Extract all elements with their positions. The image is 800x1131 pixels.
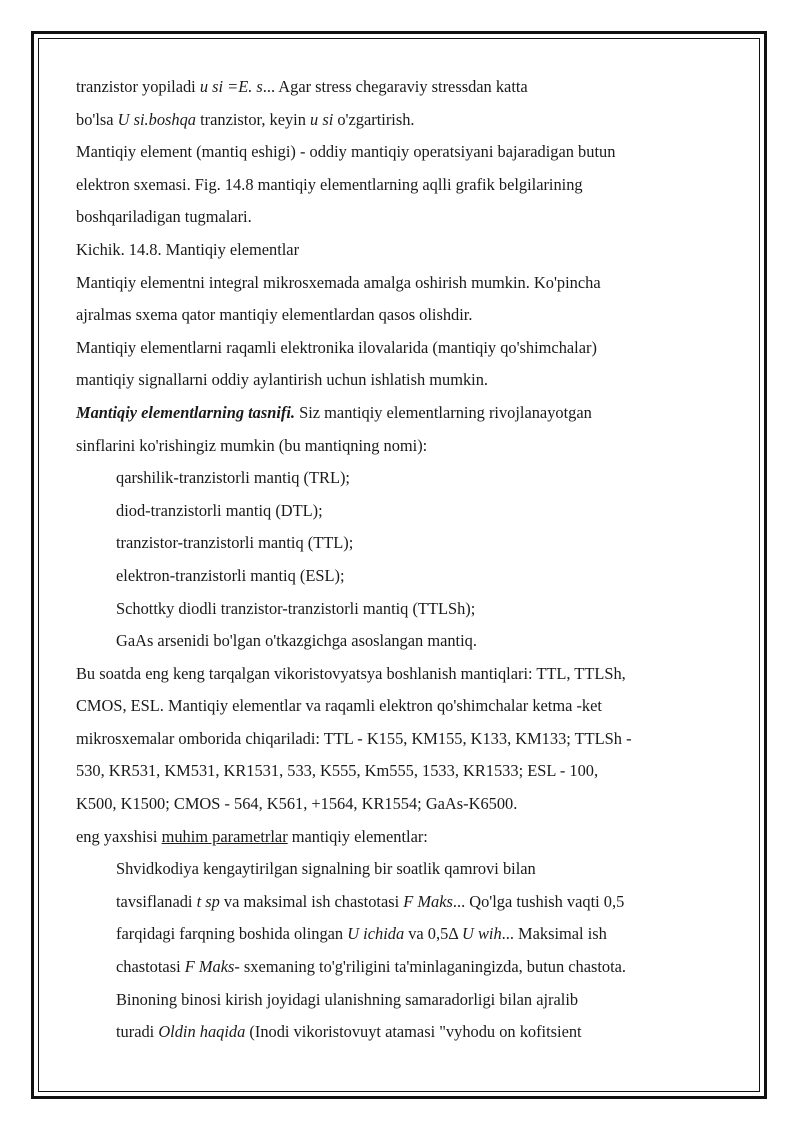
text: eng yaxshisi xyxy=(76,826,162,846)
paragraph-line: mikrosxemalar omborida chiqariladi: TTL - K155, KM155, K133, KM133; TTLSh - xyxy=(76,728,632,748)
text: o'zgartirish. xyxy=(333,109,415,129)
text: ... Agar stress chegaraviy stressdan katta xyxy=(262,77,528,96)
paragraph-line: Mantiqiy elementni integral mikrosxemada amalga oshirish mumkin. Ko'pincha xyxy=(76,272,601,292)
text: ... Qo'lga tushish vaqti 0,5 xyxy=(452,891,625,911)
parameters-link[interactable]: muhim parametrlar xyxy=(161,826,288,846)
list-item: tranzistor-tranzistorli mantiq (TTL); xyxy=(116,533,354,553)
text: turadi xyxy=(116,1022,159,1042)
paragraph-line xyxy=(76,821,726,854)
list-item: qarshilik-tranzistorli mantiq (TRL); xyxy=(116,468,350,488)
paragraph-line: mantiqiy signallarni oddiy aylantirish uchun ishlatish mumkin. xyxy=(76,370,488,390)
text: tavsiflanadi xyxy=(116,891,197,911)
paragraph-line: CMOS, ESL. Mantiqiy elementlar va raqamli elektron qo'shimchalar ketma -ket xyxy=(76,696,602,716)
paragraph-line: elektron sxemasi. Fig. 14.8 mantiqiy elementlarning aqlli grafik belgilarining xyxy=(76,174,583,194)
text: va 0,5Δ xyxy=(404,924,463,944)
paragraph-line: Bu soatda eng keng tarqalgan vikoristovyatsya boshlanish mantiqlari: TTL, TTLSh, xyxy=(76,663,626,683)
text: tranzistor yopiladi xyxy=(76,77,200,96)
paragraph-line: Shvidkodiya kengaytirilgan signalning bir soatlik qamrovi bilan xyxy=(116,859,536,879)
text: Siz mantiqiy elementlarning rivojlanayotgan xyxy=(295,402,592,422)
paragraph-line xyxy=(76,71,726,104)
paragraph-line xyxy=(76,918,726,951)
list-item: elektron-tranzistorli mantiq (ESL); xyxy=(116,565,345,585)
text: tranzistor, keyin xyxy=(195,109,311,129)
paragraph-line xyxy=(76,1016,726,1049)
paragraph-line: K500, K1500; CMOS - 564, K561, +1564, KR1554; GaAs-K6500. xyxy=(76,794,518,814)
text: farqidagi farqning boshida olingan xyxy=(116,924,348,944)
formula-text: t sp xyxy=(196,891,220,911)
text: bo'lsa xyxy=(76,109,118,129)
list-item: diod-tranzistorli mantiq (DTL); xyxy=(116,500,323,520)
text: chastotasi xyxy=(116,957,185,977)
formula-text: u si xyxy=(310,109,334,129)
text: sxemaning to'g'riligini ta'minlaganingizda, butun chastota. xyxy=(239,957,627,977)
list-item: Schottky diodli tranzistor-tranzistorli mantiq (TTLSh); xyxy=(116,598,476,618)
formula-text: U si.boshqa xyxy=(117,109,196,129)
formula-text: F Maks xyxy=(403,891,453,911)
formula-text: u si =E. s xyxy=(199,77,263,96)
paragraph-line: boshqariladigan tugmalari. xyxy=(76,207,252,227)
paragraph-line: ajralmas sxema qator mantiqiy elementlardan qasos olishdir. xyxy=(76,305,473,325)
formula-text: U wih xyxy=(462,924,502,944)
figure-caption: Kichik. 14.8. Mantiqiy elementlar xyxy=(76,239,300,259)
section-heading: Mantiqiy elementlarning tasnifi. xyxy=(76,402,296,422)
formula-text: F Maks- xyxy=(184,957,240,977)
text: mantiqiy elementlar: xyxy=(287,826,428,846)
paragraph-line: Mantiqiy element (mantiq eshigi) - oddiy mantiqiy operatsiyani bajaradigan butun xyxy=(76,142,616,162)
paragraph-line: 530, KR531, KM531, KR1531, 533, K555, Km555, 1533, KR1533; ESL - 100, xyxy=(76,761,599,781)
formula-text: Oldin haqida xyxy=(158,1022,246,1042)
text: (Inodi vikoristovuyt atamasi "vyhodu on kofitsient xyxy=(245,1022,582,1042)
document-body xyxy=(76,71,726,1049)
paragraph-line xyxy=(76,886,726,919)
list-item: GaAs arsenidi bo'lgan o'tkazgichga asoslangan mantiq. xyxy=(116,631,477,651)
paragraph-line xyxy=(76,104,726,137)
paragraph-line xyxy=(76,951,726,984)
paragraph-line xyxy=(76,397,726,430)
paragraph-line: Binoning binosi kirish joyidagi ulanishning samaradorligi bilan ajralib xyxy=(116,989,579,1009)
paragraph-line: sinflarini ko'rishingiz mumkin (bu mantiqning nomi): xyxy=(76,435,428,455)
text: va maksimal ish chastotasi xyxy=(219,891,404,911)
text: ... Maksimal ish xyxy=(501,924,607,944)
paragraph-line: Mantiqiy elementlarni raqamli elektronika ilovalarida (mantiqiy qo'shimchalar) xyxy=(76,337,597,357)
formula-text: U ichida xyxy=(347,924,405,944)
